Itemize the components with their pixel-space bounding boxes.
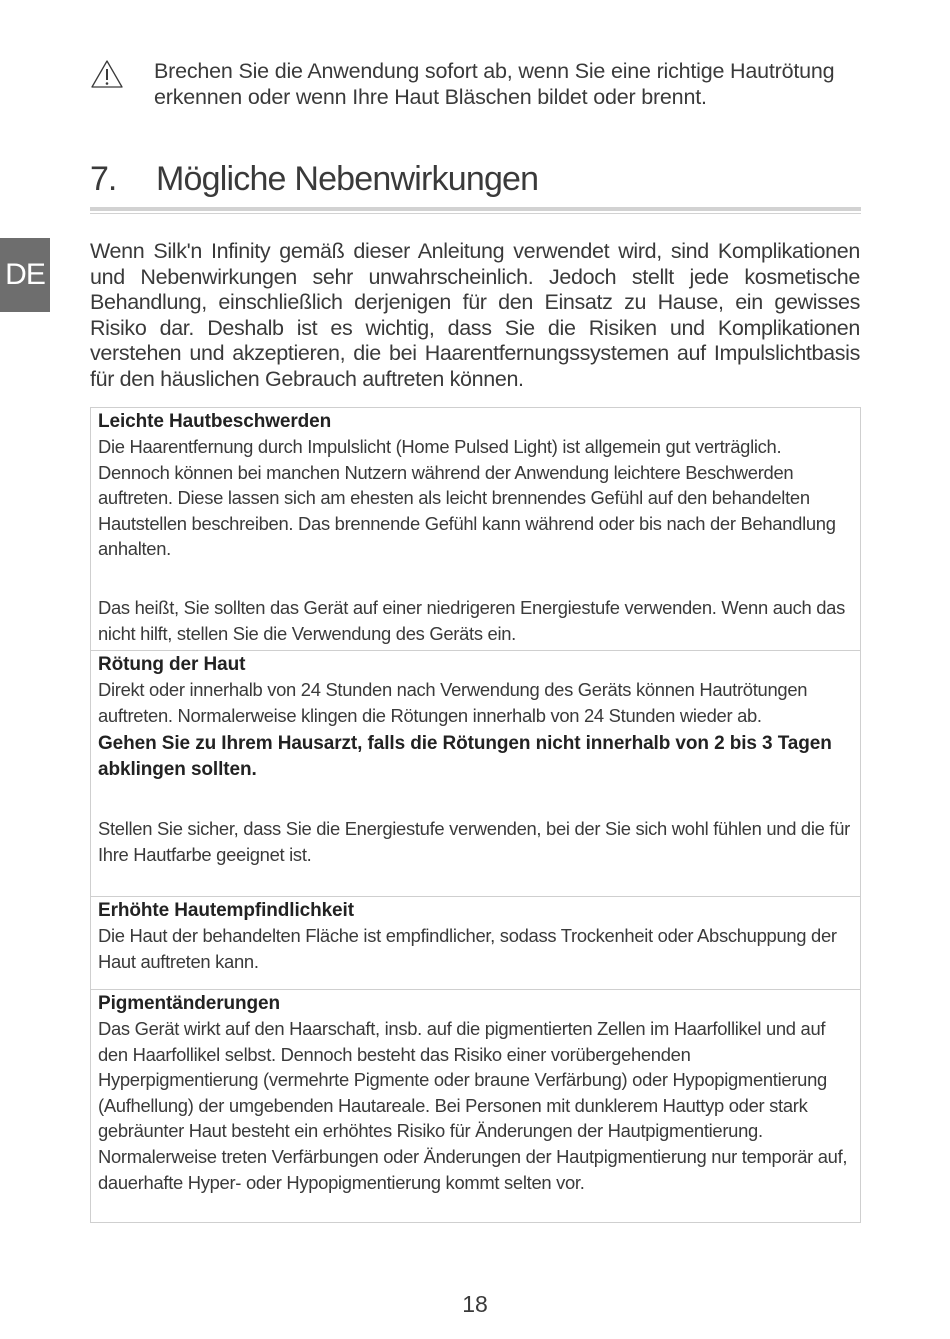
- table-row: [91, 650, 860, 896]
- warning-text: Brechen Sie die Anwendung sofort ab, wenn Sie eine richtige Hautrötung erkennen oder wenn Ihre Haut Bläschen bildet oder brennt.: [154, 59, 835, 109]
- row-text-secondary: Stellen Sie sicher, dass Sie die Energiestufe verwenden, bei der Sie sich wohl fühlen und die für Ihre Hautfarbe geeignet ist.: [98, 818, 850, 865]
- heading-rule-thick: [90, 207, 861, 211]
- row-text: Das Gerät wirkt auf den Haarschaft, insb. auf die pigmentierten Zellen im Haarfollikel und auf den Haarfollikel selbst. Dennoch besteht das Risiko einer vorübergehenden Hyperpigmentierung (vermehrte Pigmente oder braune Verfärbung) oder Hypopigmentierung (Aufhellung) der umgebenden Hautareale. Bei Personen mit dunklerem Hauttyp oder stark gebräunter Haut besteht ein erhöhtes Risiko für Änderungen der Hautpigmentierung. Normalerweise treten Verfärbungen oder Änderungen der Hautpigmentierung nur temporär auf, dauerhafte Hyper- oder Hypopigmentierung kommt selten vor.: [98, 1018, 848, 1193]
- section-title: Mögliche Nebenwirkungen: [156, 160, 539, 198]
- language-tab: DE: [0, 238, 50, 312]
- row-title: Pigmentänderungen: [98, 993, 280, 1014]
- section-number: 7.: [90, 160, 117, 198]
- table-row: [91, 896, 860, 989]
- table-row: [91, 409, 860, 650]
- table-row: [91, 989, 860, 1222]
- row-text-secondary: Das heißt, Sie sollten das Gerät auf einer niedrigeren Energiestufe verwenden. Wenn auch das nicht hilft, stellen Sie die Verwendung des Geräts ein.: [98, 596, 845, 644]
- row-bold-text: Gehen Sie zu Ihrem Hausarzt, falls die Rötungen nicht innerhalb von 2 bis 3 Tagen abklingen sollten.: [98, 733, 832, 781]
- row-title: Erhöhte Hautempfindlichkeit: [98, 900, 354, 921]
- side-effects-table: [90, 407, 861, 1223]
- page-number: 18: [462, 1291, 488, 1317]
- intro-paragraph: Wenn Silk'n Infinity gemäß dieser Anleitung verwendet wird, sind Komplikationen und Nebenwirkungen sehr unwahrscheinlich. Jedoch stellt jede kosmetische Behandlung, einschließlich derjenigen für den Einsatz zu Hause, ein gewisses Risiko dar. Deshalb ist es wichtig, dass Sie die Risiken und Komplikationen verstehen und akzeptieren, die bei Haarentfernungssystemen auf Impulslichtbasis für den häuslichen Gebrauch auftreten können.: [90, 239, 860, 391]
- row-text: Direkt oder innerhalb von 24 Stunden nach Verwendung des Geräts können Hautrötungen auftreten. Normalerweise klingen die Rötungen innerhalb von 24 Stunden wieder ab.: [98, 679, 808, 726]
- row-title: Leichte Hautbeschwerden: [98, 411, 332, 432]
- warning-note: [90, 58, 862, 110]
- row-text: Die Haut der behandelten Fläche ist empfindlicher, sodass Trockenheit oder Abschuppung der Haut auftreten kann.: [98, 925, 837, 972]
- row-text: Die Haarentfernung durch Impulslicht (Home Pulsed Light) ist allgemein gut verträglich. Dennoch können bei manchen Nutzern während der Anwendung leichtere Beschwerden auftreten. Diese lassen sich am ehesten als leicht brennendes Gefühl auf den behandelten Hautstellen beschreiben. Das brennende Gefühl kann während oder bis nach der Behandlung anhalten.: [98, 436, 836, 560]
- warning-triangle-icon: [90, 59, 124, 89]
- row-title: Rötung der Haut: [98, 654, 246, 675]
- heading-rule-thin: [90, 213, 861, 214]
